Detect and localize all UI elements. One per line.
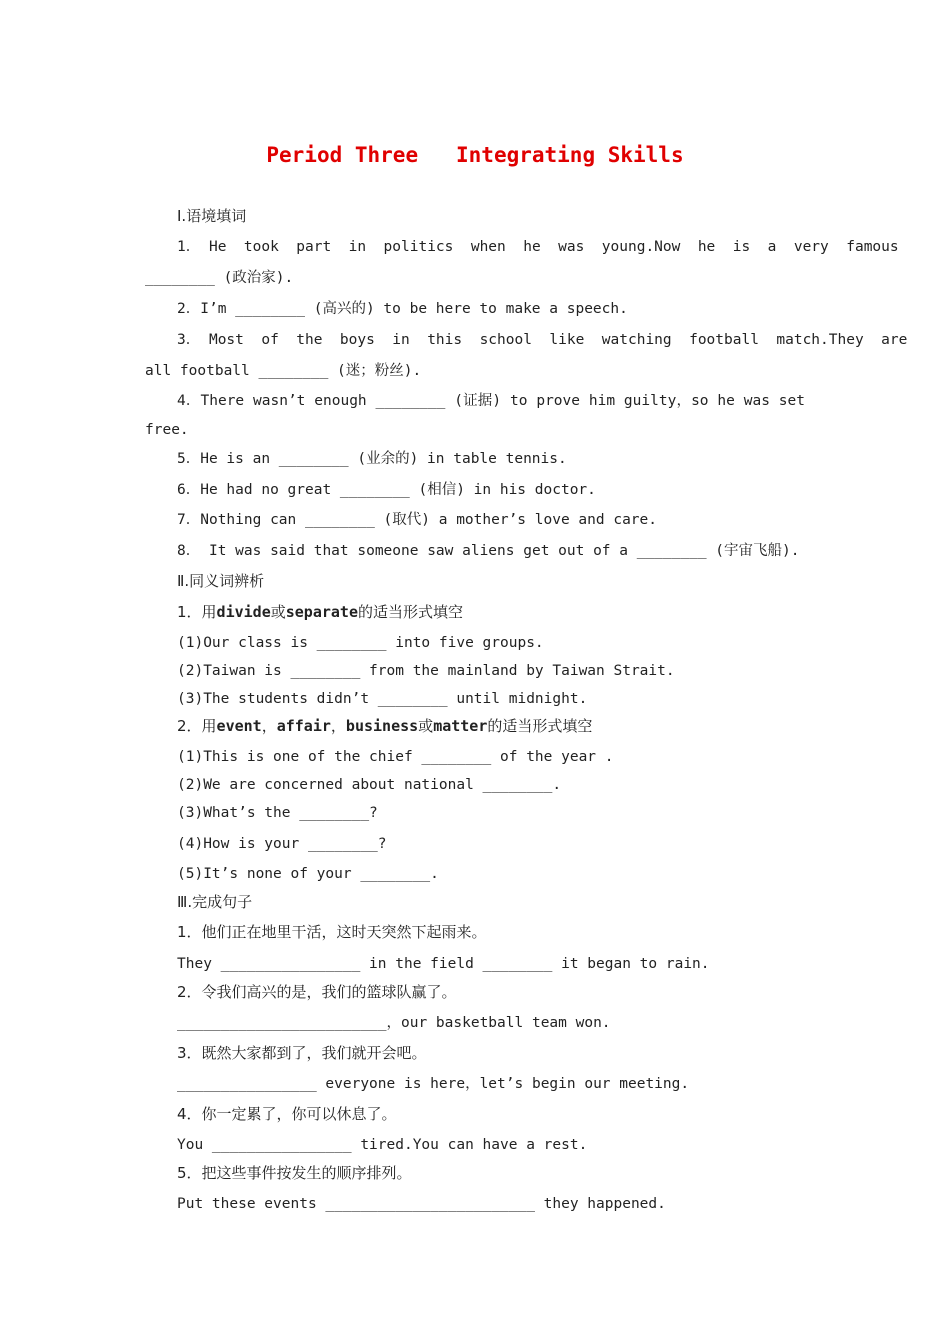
sentence-4-english: You ________________ tired.You can have a rest.	[177, 1137, 588, 1153]
section-2-heading: Ⅱ.同义词辨析	[177, 572, 265, 590]
part-2-item-3: (3)What’s the ________?	[177, 805, 378, 821]
question-1-line-2: ________ (政治家).	[145, 270, 294, 286]
sentence-2-chinese: 2．令我们高兴的是，我们的篮球队赢了。	[177, 983, 457, 1001]
section-1-heading: Ⅰ.语境填词	[177, 207, 247, 225]
part-1-item-3: (3)The students didn’t ________ until midnight.	[177, 691, 588, 707]
section-3-heading: Ⅲ.完成句子	[177, 893, 253, 911]
sentence-5-chinese: 5．把这些事件按发生的顺序排列。	[177, 1164, 412, 1182]
part-1-item-1: (1)Our class is ________ into five groups.	[177, 635, 544, 651]
question-7: 7．Nothing can ________ (取代) a mother’s love and care.	[177, 512, 657, 528]
part-2-instruction: 2．用event，affair，business或matter的适当形式填空	[177, 717, 593, 735]
sentence-1-english: They ________________ in the field ________ it began to rain.	[177, 956, 710, 972]
question-2: 2．I’m ________ (高兴的) to be here to make a speech.	[177, 301, 628, 317]
question-4-line-1: 4．There wasn’t enough ________ (证据) to prove him guilty，so he was set	[177, 393, 805, 409]
part-1-instruction: 1．用divide或separate的适当形式填空	[177, 603, 464, 621]
question-1-line-1: 1． He took part in politics when he was young.Now he is a very famous	[177, 239, 899, 255]
question-5: 5．He is an ________ (业余的) in table tennis.	[177, 451, 567, 467]
part-2-item-1: (1)This is one of the chief ________ of the year .	[177, 749, 614, 765]
part-1-item-2: (2)Taiwan is ________ from the mainland by Taiwan Strait.	[177, 663, 675, 679]
page-title: Period Three Integrating Skills	[266, 143, 684, 167]
question-3-line-2: all football ________ (迷；粉丝).	[145, 363, 422, 379]
sentence-5-english: Put these events ________________________ they happened.	[177, 1196, 666, 1212]
sentence-3-english: ________________ everyone is here，let’s begin our meeting.	[177, 1076, 690, 1092]
part-2-item-5: (5)It’s none of your ________.	[177, 866, 439, 882]
sentence-4-chinese: 4．你一定累了，你可以休息了。	[177, 1105, 397, 1123]
sentence-1-chinese: 1．他们正在地里干活，这时天突然下起雨来。	[177, 923, 487, 941]
question-3-line-1: 3． Most of the boys in this school like watching football match.They are	[177, 332, 908, 348]
part-2-item-2: (2)We are concerned about national ________.	[177, 777, 562, 793]
sentence-3-chinese: 3．既然大家都到了，我们就开会吧。	[177, 1044, 427, 1062]
question-6: 6．He had no great ________ (相信) in his doctor.	[177, 482, 596, 498]
question-4-line-2: free.	[145, 422, 189, 438]
question-8: 8． It was said that someone saw aliens get out of a ________ (宇宙飞船).	[177, 543, 800, 559]
sentence-2-english: ________________________，our basketball team won.	[177, 1015, 611, 1031]
part-2-item-4: (4)How is your ________?	[177, 836, 387, 852]
